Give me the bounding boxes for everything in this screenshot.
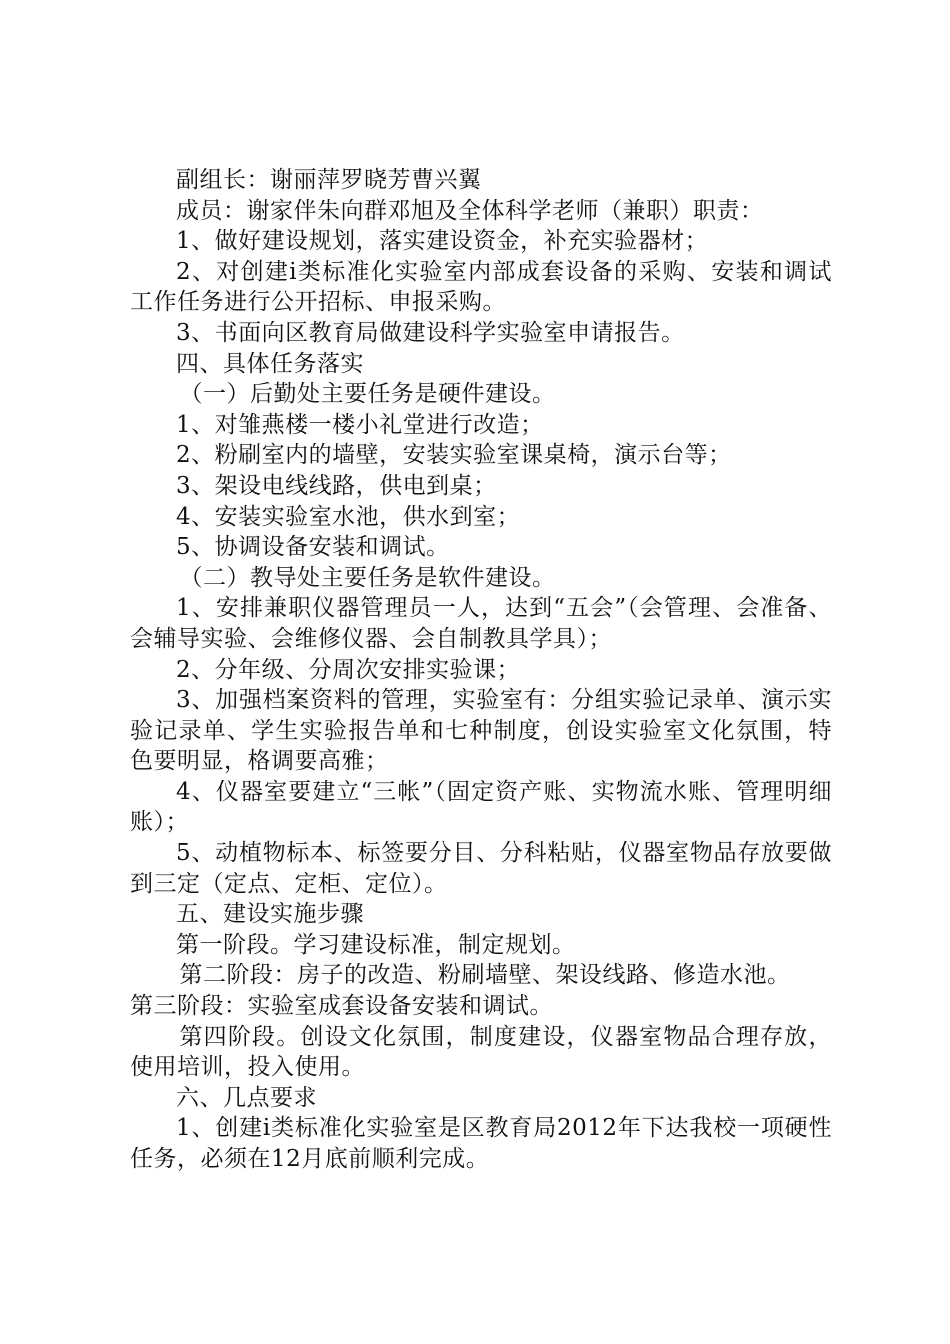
section-heading-5: 五、建设实施步骤 bbox=[176, 901, 364, 928]
paragraph-duty-3: 3、书面向区教育局做建设科学实验室申请报告。 bbox=[176, 319, 685, 346]
paragraph-duty-1: 1、做好建设规划，落实建设资金，补充实验器材； bbox=[176, 228, 709, 255]
paragraph-academic-3: 3、加强档案资料的管理，实验室有：分组实验记录单、演示实验记录单、学生实验报告单和七种制度，创设实验室文化氛围，特色要明显，格调要高雅； bbox=[130, 687, 832, 775]
paragraph-logistics-5: 5、协调设备安装和调试。 bbox=[176, 534, 450, 561]
document-body bbox=[130, 165, 832, 1175]
section-heading-6: 六、几点要求 bbox=[176, 1084, 317, 1111]
paragraph-academic-2: 2、分年级、分周次安排实验课； bbox=[176, 656, 521, 683]
paragraph-members: 成员：谢家伴朱向群邓旭及全体科学老师（兼职）职责： bbox=[176, 197, 764, 224]
paragraph-deputy-leaders: 副组长：谢丽萍罗晓芳曹兴翼 bbox=[176, 167, 482, 193]
paragraph-academic-4: 4、仪器室要建立“三帐”（固定资产账、实物流水账、管理明细账）； bbox=[130, 778, 832, 836]
paragraph-stage-1: 第一阶段。学习建设标准，制定规划。 bbox=[176, 931, 576, 958]
paragraph-logistics-3: 3、架设电线线路，供电到桌； bbox=[176, 472, 497, 499]
paragraph-stage-4: 第四阶段。创设文化氛围，制度建设，仪器室物品合理存放，使用培训，投入使用。 bbox=[130, 1023, 832, 1081]
subsection-heading-academic: （二）教导处主要任务是软件建设。 bbox=[179, 564, 556, 591]
paragraph-stage-2: 第二阶段：房子的改造、粉刷墙壁、架设线路、修造水池。 bbox=[179, 962, 791, 989]
paragraph-logistics-4: 4、安装实验室水池，供水到室； bbox=[176, 503, 521, 530]
paragraph-stage-3: 第三阶段：实验室成套设备安装和调试。 bbox=[130, 993, 553, 1020]
section-heading-4: 四、具体任务落实 bbox=[176, 350, 364, 377]
paragraph-duty-2: 2、对创建ⅰ类标准化实验室内部成套设备的采购、安装和调试工作任务进行公开招标、申报采购。 bbox=[130, 258, 832, 316]
subsection-heading-logistics: （一）后勤处主要任务是硬件建设。 bbox=[179, 381, 556, 408]
paragraph-requirement-1: 1、创建ⅰ类标准化实验室是区教育局2012年下达我校一项硬性任务，必须在12月底前顺利完成。 bbox=[130, 1115, 832, 1172]
paragraph-logistics-1: 1、对雏燕楼一楼小礼堂进行改造； bbox=[176, 411, 544, 438]
paragraph-academic-1: 1、安排兼职仪器管理员一人，达到“五会”（会管理、会准备、会辅导实验、会维修仪器、会自制教具学具）； bbox=[130, 595, 832, 652]
paragraph-academic-5: 5、动植物标本、标签要分目、分科粘贴，仪器室物品存放要做到三定（定点、定柜、定位）。 bbox=[130, 840, 832, 897]
paragraph-logistics-2: 2、粉刷室内的墙壁，安装实验室课桌椅，演示台等； bbox=[176, 442, 732, 469]
